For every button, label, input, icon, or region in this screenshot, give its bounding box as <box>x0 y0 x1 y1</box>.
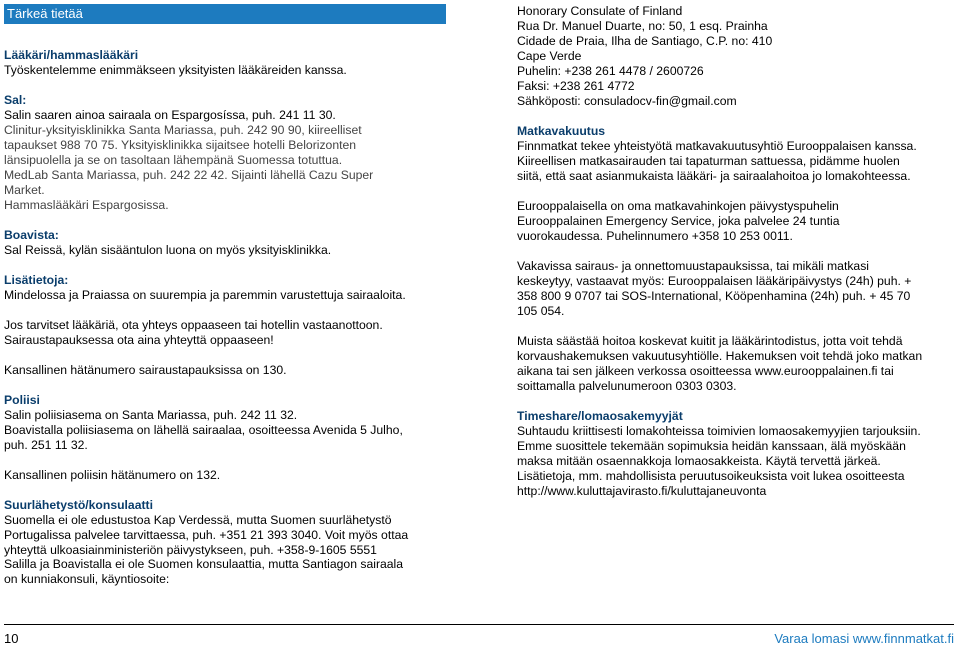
section-header: Tärkeä tietää <box>4 4 446 24</box>
timeshare-line: maksa mitään osaennakkoja lomaosakkeista. Käytä tervettä järkeä. <box>517 454 881 468</box>
doctor-heading: Lääkäri/hammaslääkäri <box>4 48 139 62</box>
timeshare-section <box>517 409 953 499</box>
receipts-line: aikana tai sen jälkeen verkossa osoitteessa www.eurooppalainen.fi tai <box>517 364 894 378</box>
emergency-section <box>4 363 446 378</box>
police-section <box>4 393 446 453</box>
serious-cases-line: keskeytyy, vastaavat myös: Eurooppalaisen lääkäripäivystys (24h) puh. + <box>517 274 912 288</box>
timeshare-line: Lisätietoja, mm. mahdollisista peruutusoikeuksista voit lukea osoitteesta <box>517 469 905 483</box>
receipts-line: korvaushakemuksen vakuutusyhtiölle. Hakemuksen voit tehdä joko matkan <box>517 349 923 363</box>
insurance-section <box>517 124 953 184</box>
embassy-line: yhteyttä ulkoasiainministeriön päivystykseen, puh. +358-9-1605 5551 <box>4 543 377 557</box>
page-number: 10 <box>4 631 19 646</box>
timeshare-line: Suhtaudu kriittisesti lomakohteissa toimivien lomaosakemyyjien tarjouksiin. <box>517 424 921 438</box>
police-emergency-text: Kansallinen poliisin hätänumero on 132. <box>4 468 221 482</box>
sal-line: Salin saaren ainoa sairaala on Espargosíssa, puh. 241 11 30. <box>4 108 336 122</box>
consulate-email[interactable]: Sähköposti: consuladocv-fin@gmail.com <box>517 94 737 108</box>
right-column <box>517 4 953 499</box>
serious-cases-line: 105 054. <box>517 304 565 318</box>
hotel-contact-line: Jos tarvitset lääkäriä, ota yhteys oppaaseen tai hotellin vastaanottoon. <box>4 318 383 332</box>
sal-line: tapaukset 988 70 75. Yksityisklinikka sijaitsee hotelli Belorizonten <box>4 138 357 152</box>
police-line: Boavistalla poliisiasema on lähellä sairaalaa, osoitteessa Avenida 5 Julho, <box>4 423 403 437</box>
hotline-line: vuorokaudessa. Puhelinnumero +358 10 253 0011. <box>517 229 793 243</box>
doctor-section <box>4 48 446 78</box>
hotline-line: Eurooppalaisella on oma matkavahinkojen päivystyspuhelin <box>517 199 839 213</box>
police-heading: Poliisi <box>4 393 40 407</box>
embassy-heading: Suurlähetystö/konsulaatti <box>4 498 153 512</box>
emergency-text: Kansallinen hätänumero sairaustapauksissa on 130. <box>4 363 287 377</box>
boavista-section <box>4 228 446 258</box>
consulate-line: Faksi: +238 261 4772 <box>517 79 635 93</box>
hotel-contact-section <box>4 318 446 348</box>
doctor-text: Työskentelemme enimmäkseen yksityisten lääkäreiden kanssa. <box>4 63 347 77</box>
serious-cases-line: 358 800 9 0707 tai SOS-International, Kööpenhamina (24h) puh. + 45 70 <box>517 289 911 303</box>
hotel-contact-line: Sairaustapauksessa ota aina yhteyttä oppaaseen! <box>4 333 274 347</box>
sal-line: Market. <box>4 183 45 197</box>
hotline-line: Eurooppalainen Emergency Service, joka palvelee 24 tuntia <box>517 214 840 228</box>
extra-info-heading: Lisätietoja: <box>4 273 69 287</box>
boavista-text: Sal Reissä, kylän sisääntulon luona on myös yksityisklinikka. <box>4 243 332 257</box>
serious-cases-line: Vakavissa sairaus- ja onnettomuustapauksissa, tai mikäli matkasi <box>517 259 870 273</box>
embassy-line: Suomella ei ole edustustoa Kap Verdessä, mutta Suomen suurlähetystö <box>4 513 392 527</box>
police-emergency-section <box>4 468 446 483</box>
brand-link[interactable]: Varaa lomasi www.finnmatkat.fi <box>774 631 954 646</box>
receipts-line: soittamalla palvelunumeroon 0303 0303. <box>517 379 737 393</box>
sal-line: MedLab Santa Mariassa, puh. 242 22 42. Sijainti lähellä Cazu Super <box>4 168 374 182</box>
embassy-line: Portugalissa palvelee tarvittaessa, puh. +351 21 393 3040. Voit myös ottaa <box>4 528 409 542</box>
serious-cases-section <box>517 259 953 319</box>
consulate-line: Rua Dr. Manuel Duarte, no: 50, 1 esq. Prainha <box>517 19 768 33</box>
timeshare-heading: Timeshare/lomaosakemyyjät <box>517 409 683 423</box>
insurance-heading: Matkavakuutus <box>517 124 606 138</box>
sal-section <box>4 93 446 213</box>
insurance-line: Kiireellisen matkasairauden tai tapaturman sattuessa, pidämme huolen <box>517 154 900 168</box>
boavista-heading: Boavista: <box>4 228 59 242</box>
extra-info-text: Mindelossa ja Praiassa on suurempia ja paremmin varustettuja sairaaloita. <box>4 288 406 302</box>
sal-line: Clinitur-yksityisklinikka Santa Mariassa, puh. 242 90 90, kiireelliset <box>4 123 362 137</box>
footer-divider <box>4 624 954 625</box>
consul-note-line: on kunniakonsuli, käyntiosoite: <box>4 572 170 586</box>
sal-line: Hammaslääkäri Espargosissa. <box>4 198 169 212</box>
sal-heading: Sal: <box>4 93 27 107</box>
embassy-section <box>4 498 446 558</box>
receipts-line: Muista säästää hoitoa koskevat kuitit ja lääkärintodistus, jotta voit tehdä <box>517 334 903 348</box>
consul-note <box>4 557 444 587</box>
extra-info-section <box>4 273 446 303</box>
insurance-line: Finnmatkat tekee yhteistyötä matkavakuutusyhtiö Eurooppalaisen kanssa. <box>517 139 917 153</box>
insurance-line: siitä, että saat asianmukaista lääkäri- ja sairaalahoitoa jo lomakohteessa. <box>517 169 911 183</box>
consulate-line: Honorary Consulate of Finland <box>517 4 683 18</box>
sal-line: länsipuolella ja se on tasoltaan lähempänä Suomessa totuttua. <box>4 153 343 167</box>
police-line: puh. 251 11 32. <box>4 438 88 452</box>
consulate-address <box>517 4 953 109</box>
consul-note-line: Salilla ja Boavistalla ei ole Suomen konsulaattia, mutta Santiagon sairaala <box>4 557 404 571</box>
left-column <box>4 4 446 558</box>
police-line: Salin poliisiasema on Santa Mariassa, puh. 242 11 32. <box>4 408 298 422</box>
consulate-line: Puhelin: +238 261 4478 / 2600726 <box>517 64 704 78</box>
consulate-line: Cape Verde <box>517 49 582 63</box>
timeshare-line: Emme suosittele tekemään sopimuksia heidän kanssaan, älä myöskään <box>517 439 906 453</box>
hotline-section <box>517 199 953 244</box>
timeshare-link[interactable]: http://www.kuluttajavirasto.fi/kuluttajaneuvonta <box>517 484 767 498</box>
consulate-line: Cidade de Praia, Ilha de Santiago, C.P. no: 410 <box>517 34 773 48</box>
receipts-section <box>517 334 953 394</box>
